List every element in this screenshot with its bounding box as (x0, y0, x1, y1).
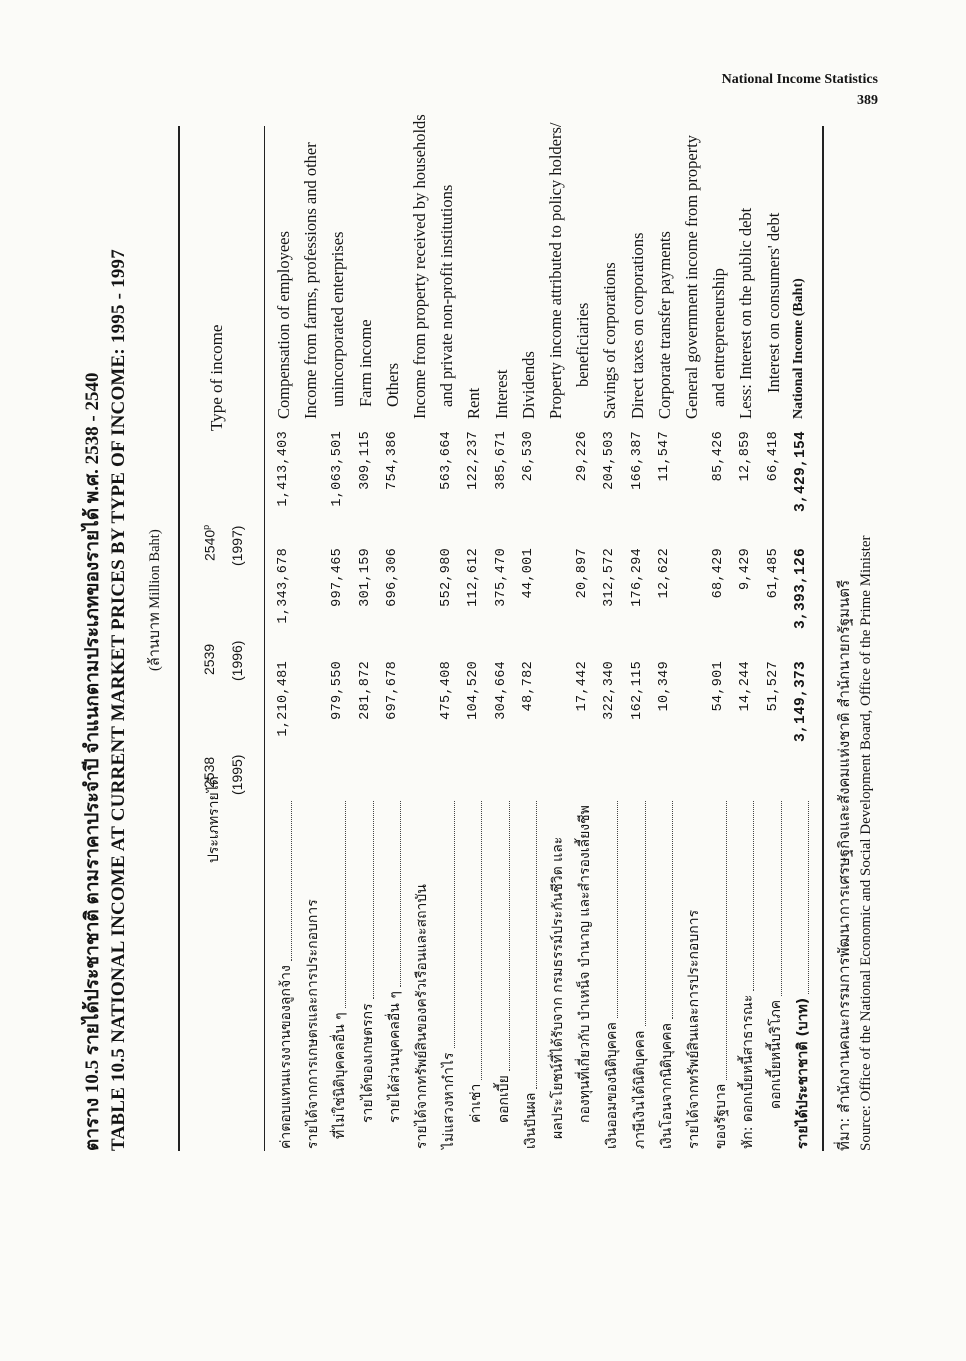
row-14-thai-label: เงินโอนจากนิติบุคคล (658, 1022, 675, 1149)
row-11-value-1997: 29,226 (575, 431, 591, 482)
row-17-dot-leader (753, 801, 754, 991)
row-0-english-label: Compensation of employees (274, 231, 293, 419)
bottom-rule (822, 126, 824, 1151)
row-3-dot-leader (373, 801, 374, 999)
row-13-english-label: Direct taxes on corporations (627, 232, 647, 419)
row-16-value-1996: 68,429 (711, 548, 727, 599)
top-rule (178, 126, 180, 1151)
year-header-ce-1995: (1995) (229, 754, 245, 795)
row-17-english-label: Less: Interest on the public debt (736, 207, 756, 419)
row-2-thai-label: ที่ไม่ใช่นิติบุคคลอื่น ๆ (332, 1012, 349, 1139)
row-18-value-1995: 51,527 (765, 661, 781, 712)
row-2-dot-leader (345, 801, 346, 1008)
column-header-thai: ประเภทรายได้ (206, 776, 222, 863)
row-4-english-label: Others (382, 363, 402, 407)
row-11-value-1996: 20,897 (575, 548, 591, 599)
row-4-value-1995: 697,678 (384, 661, 400, 720)
row-9-english-label: Dividends (518, 351, 538, 419)
row-16-thai-label: ของรัฐบาล (713, 1083, 730, 1149)
row-4-thai-label: รายได้ส่วนบุคคลอื่น ๆ (386, 991, 403, 1123)
row-19-value-1996: 3,393,126 (792, 548, 809, 630)
header-rule (264, 126, 265, 1151)
row-2-value-1997: 1,063,501 (330, 431, 346, 507)
row-9-value-1995: 48,782 (520, 661, 536, 712)
row-16-value-1995: 54,901 (711, 661, 727, 712)
row-0-thai-label: ค่าตอบแทนแรงงานของลูกจ้าง (278, 965, 294, 1149)
row-18-dot-leader (781, 801, 782, 996)
row-11-value-1995: 17,442 (575, 661, 591, 712)
table-title-thai: ตาราง 10.5 รายได้ประชาชาติ ตามราคาประจำปี จำแนกตามประเภทของรายได้ พ.ศ. 2538 - 2540 (82, 372, 103, 1151)
row-19-dot-leader (808, 801, 809, 994)
year-header-ce-1996: (1996) (229, 640, 245, 681)
source-note-english: Source: Office of the National Economic and Social Development Board, Office of the Prime Minister (858, 535, 874, 1151)
row-14-value-1996: 12,622 (656, 548, 672, 599)
row-17-value-1995: 14,244 (738, 661, 754, 712)
row-17-value-1997: 12,859 (738, 431, 754, 482)
row-17-value-1996: 9,429 (738, 548, 754, 591)
row-14-dot-leader (672, 801, 673, 1019)
year-header-be-1996: 2539 (201, 643, 217, 675)
row-16-dot-leader (726, 801, 727, 1080)
row-15-thai-label: รายได้จากทรัพย์สินและการประกอบการ (686, 909, 702, 1149)
row-3-english-label: Farm income (355, 319, 375, 407)
row-7-value-1997: 122,237 (466, 431, 482, 490)
row-12-value-1995: 322,340 (602, 661, 618, 720)
row-6-thai-label: ไม่แสวงหากำไร (441, 1052, 458, 1149)
row-5-thai-label: รายได้จากทรัพย์สินของครัวเรือนและสถาบัน (414, 884, 430, 1149)
row-13-value-1996: 176,294 (629, 548, 645, 607)
row-2-english-label: unincorporated enterprises (328, 231, 348, 407)
row-7-value-1996: 112,612 (466, 548, 482, 607)
row-8-thai-label: ดอกเบี้ย (495, 1075, 512, 1123)
row-10-english-label: Property income attributed to policy holders/ (546, 122, 565, 419)
row-19-english-label: National Income (Baht) (790, 278, 806, 419)
row-18-english-label: Interest on consumers' debt (763, 212, 783, 393)
preliminary-mark: p (201, 524, 211, 530)
row-6-dot-leader (454, 801, 455, 1048)
row-9-value-1997: 26,530 (520, 431, 536, 482)
source-note-thai: ที่มา: สำนักงานคณะกรรมการพัฒนาการเศรษฐกิจและสังคมแห่งชาติ สำนักนายกรัฐมนตรี (835, 579, 853, 1151)
row-13-dot-leader (645, 801, 646, 1026)
row-19-value-1995: 3,149,373 (792, 661, 809, 743)
row-0-value-1995: 1,210,481 (276, 661, 291, 737)
row-11-thai-label: กองทุนที่เกี่ยวกับ บำเหน็จ บำนาญ และสำรองเลี้ยงชีพ (577, 805, 594, 1123)
row-7-thai-label: ค่าเช่า (468, 1083, 485, 1123)
row-3-thai-label: รายได้ของเกษตรกร (359, 1003, 376, 1123)
row-6-value-1996: 552,980 (439, 548, 455, 607)
row-3-value-1995: 281,872 (357, 661, 373, 720)
row-8-value-1997: 385,671 (493, 431, 509, 490)
row-4-value-1996: 696,306 (384, 548, 400, 607)
row-7-english-label: Rent (464, 387, 484, 419)
row-3-value-1996: 301,159 (357, 548, 373, 607)
row-9-dot-leader (536, 801, 537, 1089)
table-title-english: TABLE 10.5 NATIONAL INCOME AT CURRENT MARKET PRICES BY TYPE OF INCOME: 1995 - 1997 (108, 249, 129, 1151)
row-13-value-1995: 162,115 (629, 661, 645, 720)
row-13-value-1997: 166,387 (629, 431, 645, 490)
row-6-value-1997: 563,664 (439, 431, 455, 490)
row-12-value-1997: 204,503 (602, 431, 618, 490)
row-19-value-1997: 3,429,154 (792, 431, 809, 513)
row-8-dot-leader (509, 801, 510, 1071)
row-18-value-1996: 61,485 (765, 548, 781, 599)
row-15-english-label: General government income from property (682, 134, 701, 419)
year-header-be-1997: 2540$^p$ (201, 524, 218, 561)
row-9-value-1996: 44,001 (520, 548, 536, 599)
row-8-value-1996: 375,470 (493, 548, 509, 607)
column-header-english: Type of income (207, 324, 226, 431)
row-14-value-1997: 11,547 (656, 431, 672, 482)
row-2-value-1996: 997,465 (330, 548, 346, 607)
row-1-english-label: Income from farms, professions and other (301, 142, 321, 419)
row-7-value-1995: 104,520 (466, 661, 482, 720)
row-3-value-1997: 309,115 (357, 431, 373, 490)
row-19-thai-label: รายได้ประชาชาติ (บาท) (794, 997, 811, 1149)
year-header-ce-1997: (1997) (229, 525, 245, 566)
row-6-value-1995: 475,408 (439, 661, 455, 720)
row-6-english-label: and private non-profit institutions (437, 184, 457, 407)
row-9-thai-label: เงินปันผล (522, 1092, 539, 1149)
row-14-english-label: Corporate transfer payments (654, 231, 674, 419)
row-12-thai-label: เงินออมของนิติบุคคล (604, 1022, 621, 1149)
row-7-dot-leader (481, 801, 482, 1080)
row-0-dot-leader (291, 801, 292, 961)
row-12-value-1996: 312,572 (602, 548, 618, 607)
row-10-thai-label: ผลประโยชน์ที่ได้รับจาก กรมธรรม์ประกันชีวิต และ (550, 836, 566, 1139)
row-0-value-1996: 1,343,678 (276, 548, 291, 624)
row-16-english-label: and entrepreneurship (709, 268, 729, 407)
year-header-be-1995: 2538 (201, 756, 217, 788)
running-header-title: National Income Statistics (721, 72, 878, 87)
row-8-value-1995: 304,664 (493, 661, 509, 720)
row-4-dot-leader (400, 801, 401, 987)
row-13-thai-label: ภาษีเงินได้นิติบุคคล (631, 1030, 648, 1149)
row-17-thai-label: หัก: ดอกเบี้ยหนี้สาธารณะ (740, 994, 757, 1149)
row-18-thai-label: ดอกเบี้ยหนี้บริโภค (767, 999, 784, 1109)
row-14-value-1995: 10,349 (656, 661, 672, 712)
row-5-english-label: Income from property received by households (410, 114, 429, 419)
row-0-value-1997: 1,413,403 (276, 431, 291, 507)
row-4-value-1997: 754,386 (384, 431, 400, 490)
row-12-dot-leader (617, 801, 618, 1018)
row-12-english-label: Savings of corporations (600, 262, 620, 419)
page-number: 389 (857, 93, 878, 108)
row-2-value-1995: 979,550 (330, 661, 346, 720)
row-18-value-1997: 66,418 (765, 431, 781, 482)
row-1-thai-label: รายได้จากการเกษตรและการประกอบการ (305, 899, 322, 1149)
row-16-value-1997: 85,426 (711, 431, 727, 482)
row-11-english-label: beneficiaries (573, 302, 593, 387)
unit-label: (ล้านบาท Million Baht) (147, 529, 163, 671)
row-8-english-label: Interest (491, 369, 511, 419)
